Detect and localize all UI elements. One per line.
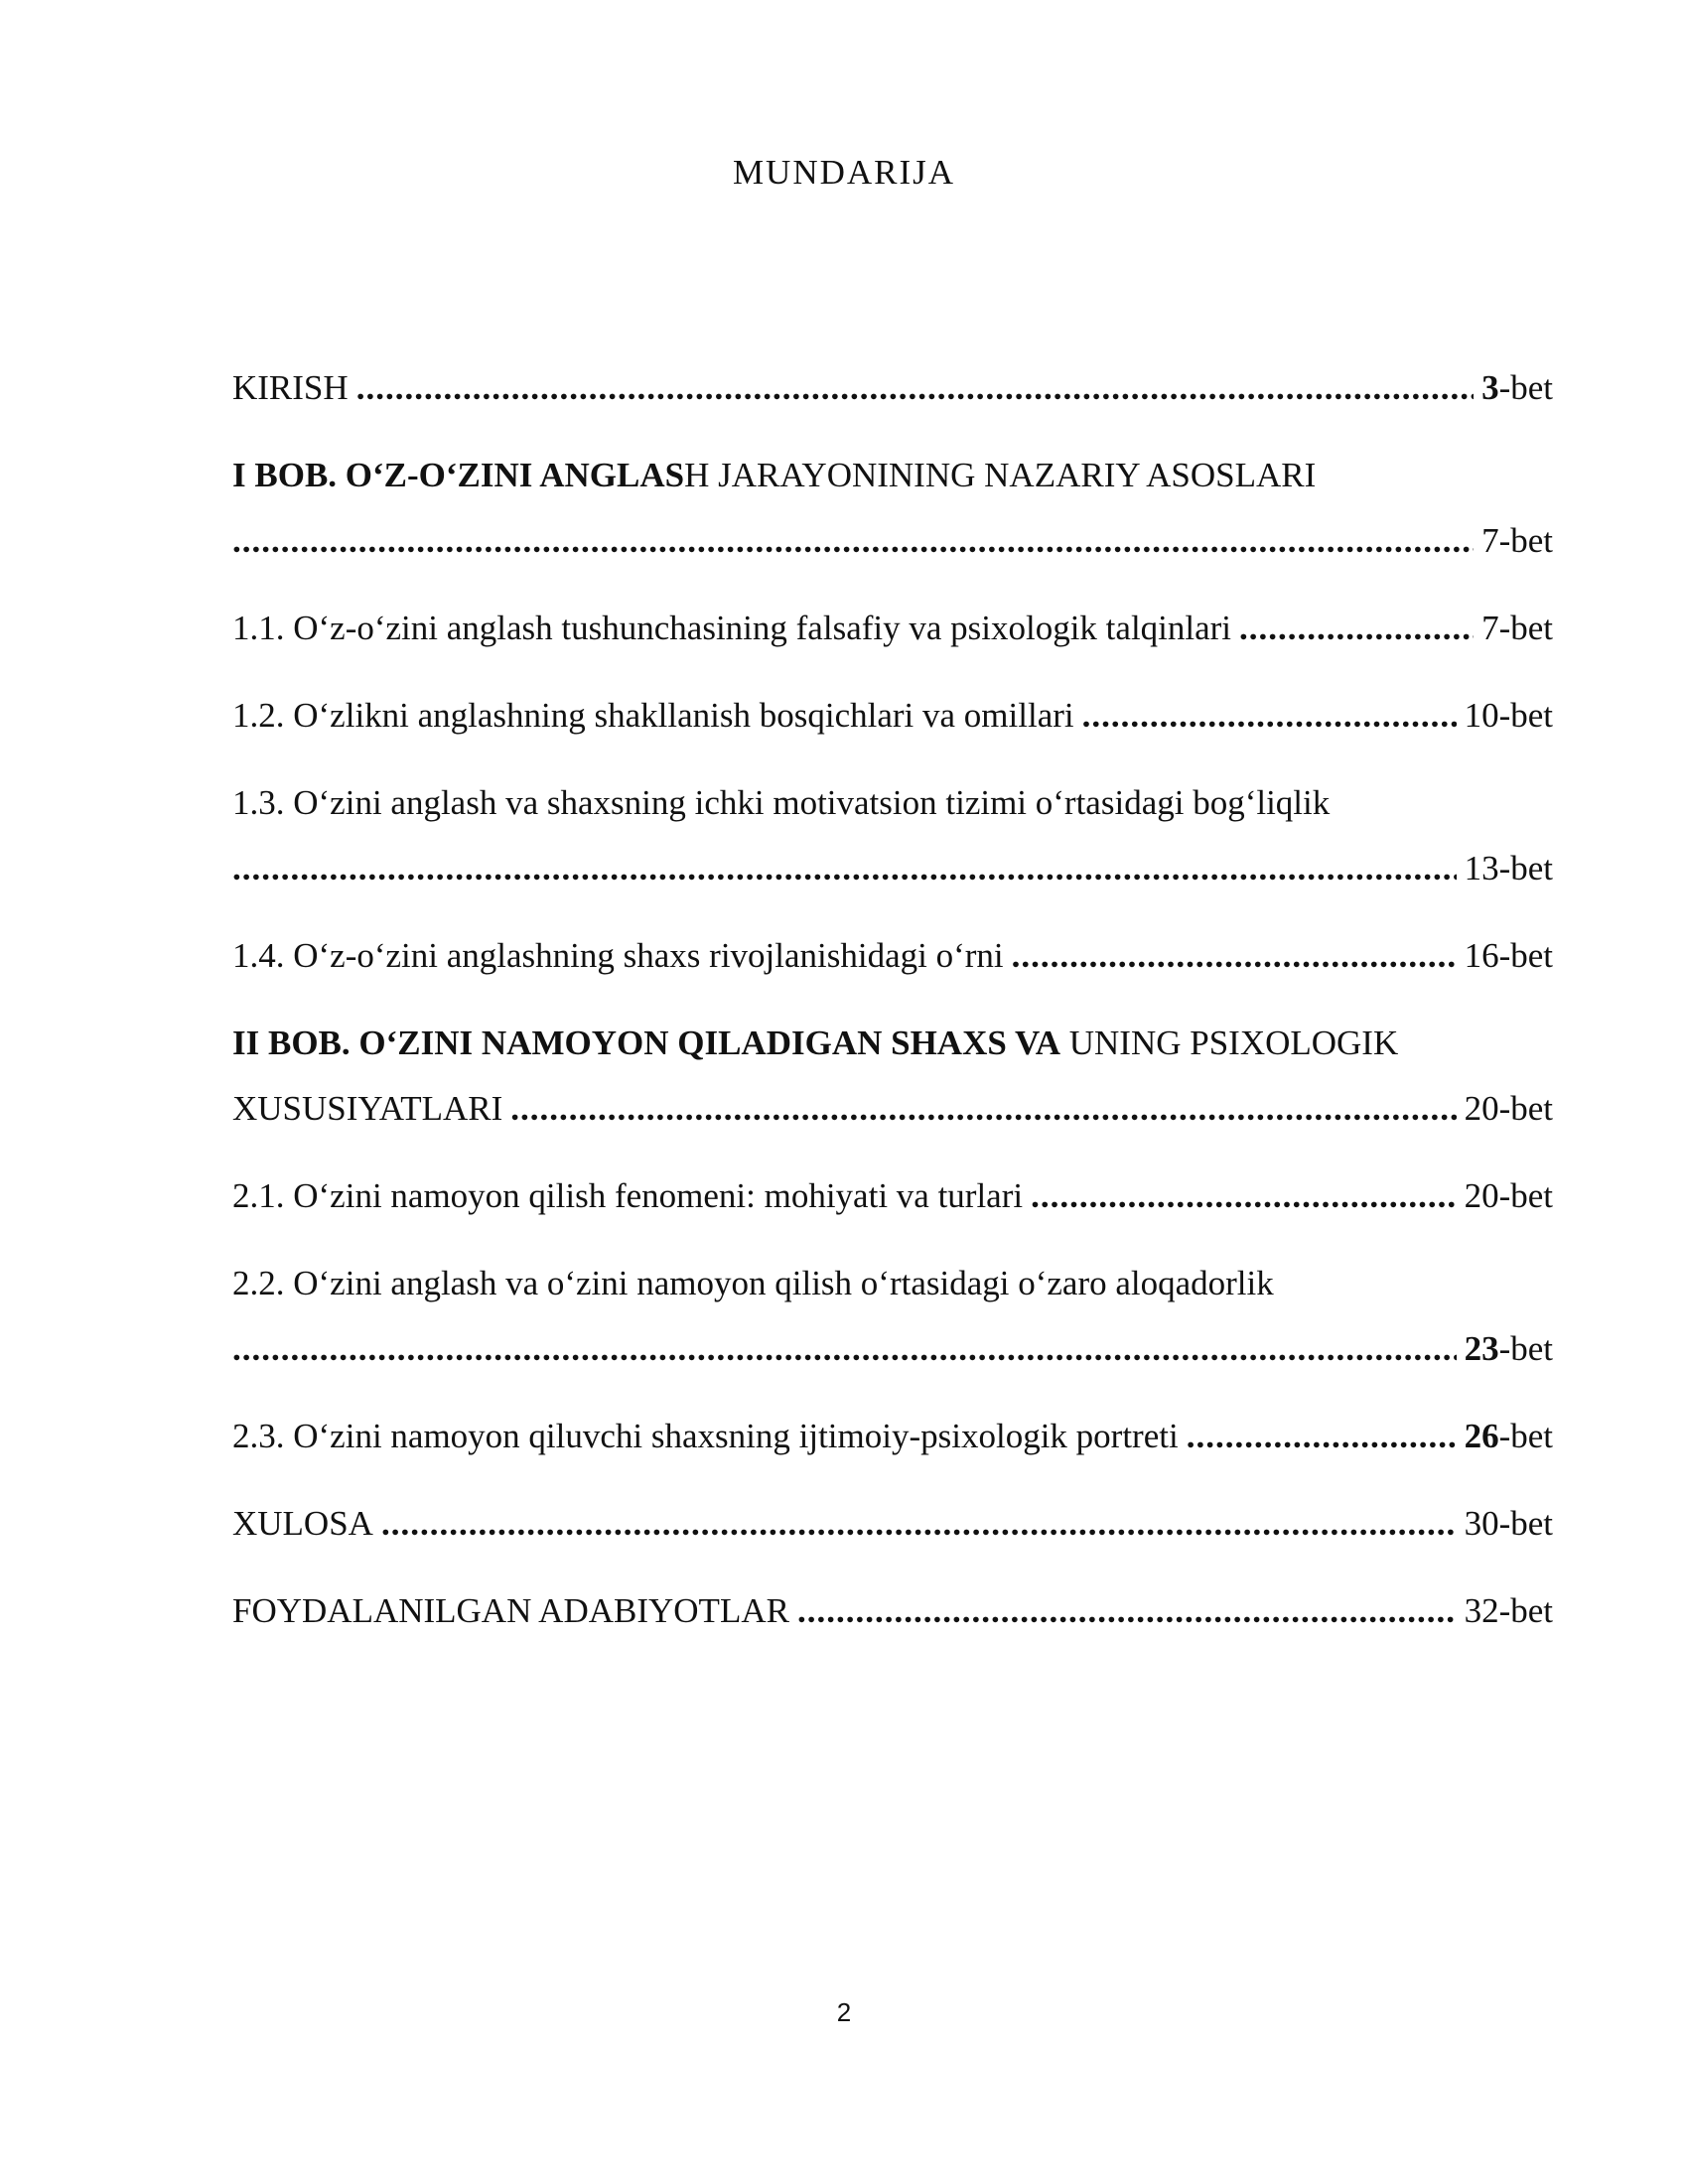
toc-page: 7-bet xyxy=(1481,609,1553,647)
toc-page: 10-bet xyxy=(1464,696,1553,735)
toc-page-suffix: -bet xyxy=(1498,1329,1553,1368)
toc-entry-2-3 xyxy=(232,1404,1553,1469)
dot-leader xyxy=(1031,1163,1456,1229)
toc-entry-kirish xyxy=(232,355,1553,421)
dot-leader xyxy=(1187,1404,1457,1469)
toc-entry-1-3-leader xyxy=(232,836,1553,901)
toc-page xyxy=(1465,1404,1553,1469)
dot-leader xyxy=(232,508,1474,574)
toc-label xyxy=(232,1011,1398,1076)
toc-page: 7-bet xyxy=(1481,521,1553,560)
toc-label: 1.4. O‘z-o‘zini anglashning shaxs rivojlanishidagi o‘rni xyxy=(232,936,1004,975)
toc-entry-1-1 xyxy=(232,596,1553,661)
toc-entry-2-2-title xyxy=(232,1251,1553,1316)
toc-entry-bob2-title xyxy=(232,1011,1553,1076)
toc-entry-1-2 xyxy=(232,683,1553,749)
toc-entry-bob1-title xyxy=(232,443,1553,508)
toc-label: 2.1. O‘zini namoyon qilish fenomeni: mohiyati va turlari xyxy=(232,1176,1024,1215)
toc-page: 20-bet xyxy=(1464,1089,1553,1128)
toc-label-bold: II BOB. O‘ZINI NAMOYON QILADIGAN SHAXS VA xyxy=(232,1024,1060,1062)
table-of-contents xyxy=(232,355,1553,1644)
toc-page-suffix: -bet xyxy=(1498,368,1553,407)
dot-leader xyxy=(1082,683,1457,749)
toc-label: 1.3. O‘zini anglash va shaxsning ichki motivatsion tizimi o‘rtasidagi bog‘liqlik xyxy=(232,783,1331,822)
dot-leader xyxy=(356,355,1474,421)
toc-label: 2.3. O‘zini namoyon qiluvchi shaxsning ijtimoiy-psixologik portreti xyxy=(232,1417,1179,1455)
toc-label: XULOSA xyxy=(232,1504,373,1543)
toc-page-number: 23 xyxy=(1464,1329,1499,1368)
dot-leader xyxy=(232,1316,1457,1382)
toc-entry-1-3-title xyxy=(232,770,1553,836)
toc-label: 1.1. O‘z-o‘zini anglash tushunchasining falsafiy va psixologik talqinlari xyxy=(232,609,1232,647)
toc-entry-bob1-leader xyxy=(232,508,1553,574)
toc-page-number: 26 xyxy=(1464,1417,1499,1455)
page-number: 2 xyxy=(836,1997,852,2027)
toc-entry-1-4 xyxy=(232,923,1553,989)
toc-page: 20-bet xyxy=(1464,1176,1553,1215)
toc-entry-xulosa xyxy=(232,1491,1553,1557)
toc-page-suffix: -bet xyxy=(1498,1417,1553,1455)
toc-page: 32-bet xyxy=(1464,1591,1553,1630)
page-title: MUNDARIJA xyxy=(732,153,956,192)
toc-page xyxy=(1465,1316,1553,1382)
toc-label: FOYDALANILGAN ADABIYOTLAR xyxy=(232,1591,789,1630)
toc-page xyxy=(1481,355,1553,421)
toc-label-line2: XUSUSIYATLARI xyxy=(232,1089,503,1128)
toc-page: 30-bet xyxy=(1464,1504,1553,1543)
toc-entry-bob2-line2 xyxy=(232,1076,1553,1142)
toc-label xyxy=(232,443,1316,508)
toc-entry-adabiyotlar xyxy=(232,1578,1553,1644)
dot-leader xyxy=(232,836,1457,901)
toc-label-rest: UNING PSIXOLOGIK xyxy=(1059,1024,1399,1062)
toc-entry-2-1 xyxy=(232,1163,1553,1229)
dot-leader xyxy=(381,1491,1457,1557)
dot-leader xyxy=(510,1076,1456,1142)
toc-page-number: 3 xyxy=(1481,368,1499,407)
dot-leader xyxy=(797,1578,1457,1644)
toc-label-bold: I BOB. O‘Z-O‘ZINI ANGLAS xyxy=(232,456,685,494)
toc-label: KIRISH xyxy=(232,368,349,407)
dot-leader xyxy=(1239,596,1474,661)
toc-entry-2-2-leader xyxy=(232,1316,1553,1382)
toc-label: 1.2. O‘zlikni anglashning shakllanish bosqichlari va omillari xyxy=(232,696,1074,735)
toc-label: 2.2. O‘zini anglash va o‘zini namoyon qilish o‘rtasidagi o‘zaro aloqadorlik xyxy=(232,1264,1274,1302)
dot-leader xyxy=(1012,923,1457,989)
toc-page: 16-bet xyxy=(1464,936,1553,975)
toc-label-rest: H JARAYONINING NAZARIY ASOSLARI xyxy=(684,456,1317,494)
toc-page: 13-bet xyxy=(1464,849,1553,887)
